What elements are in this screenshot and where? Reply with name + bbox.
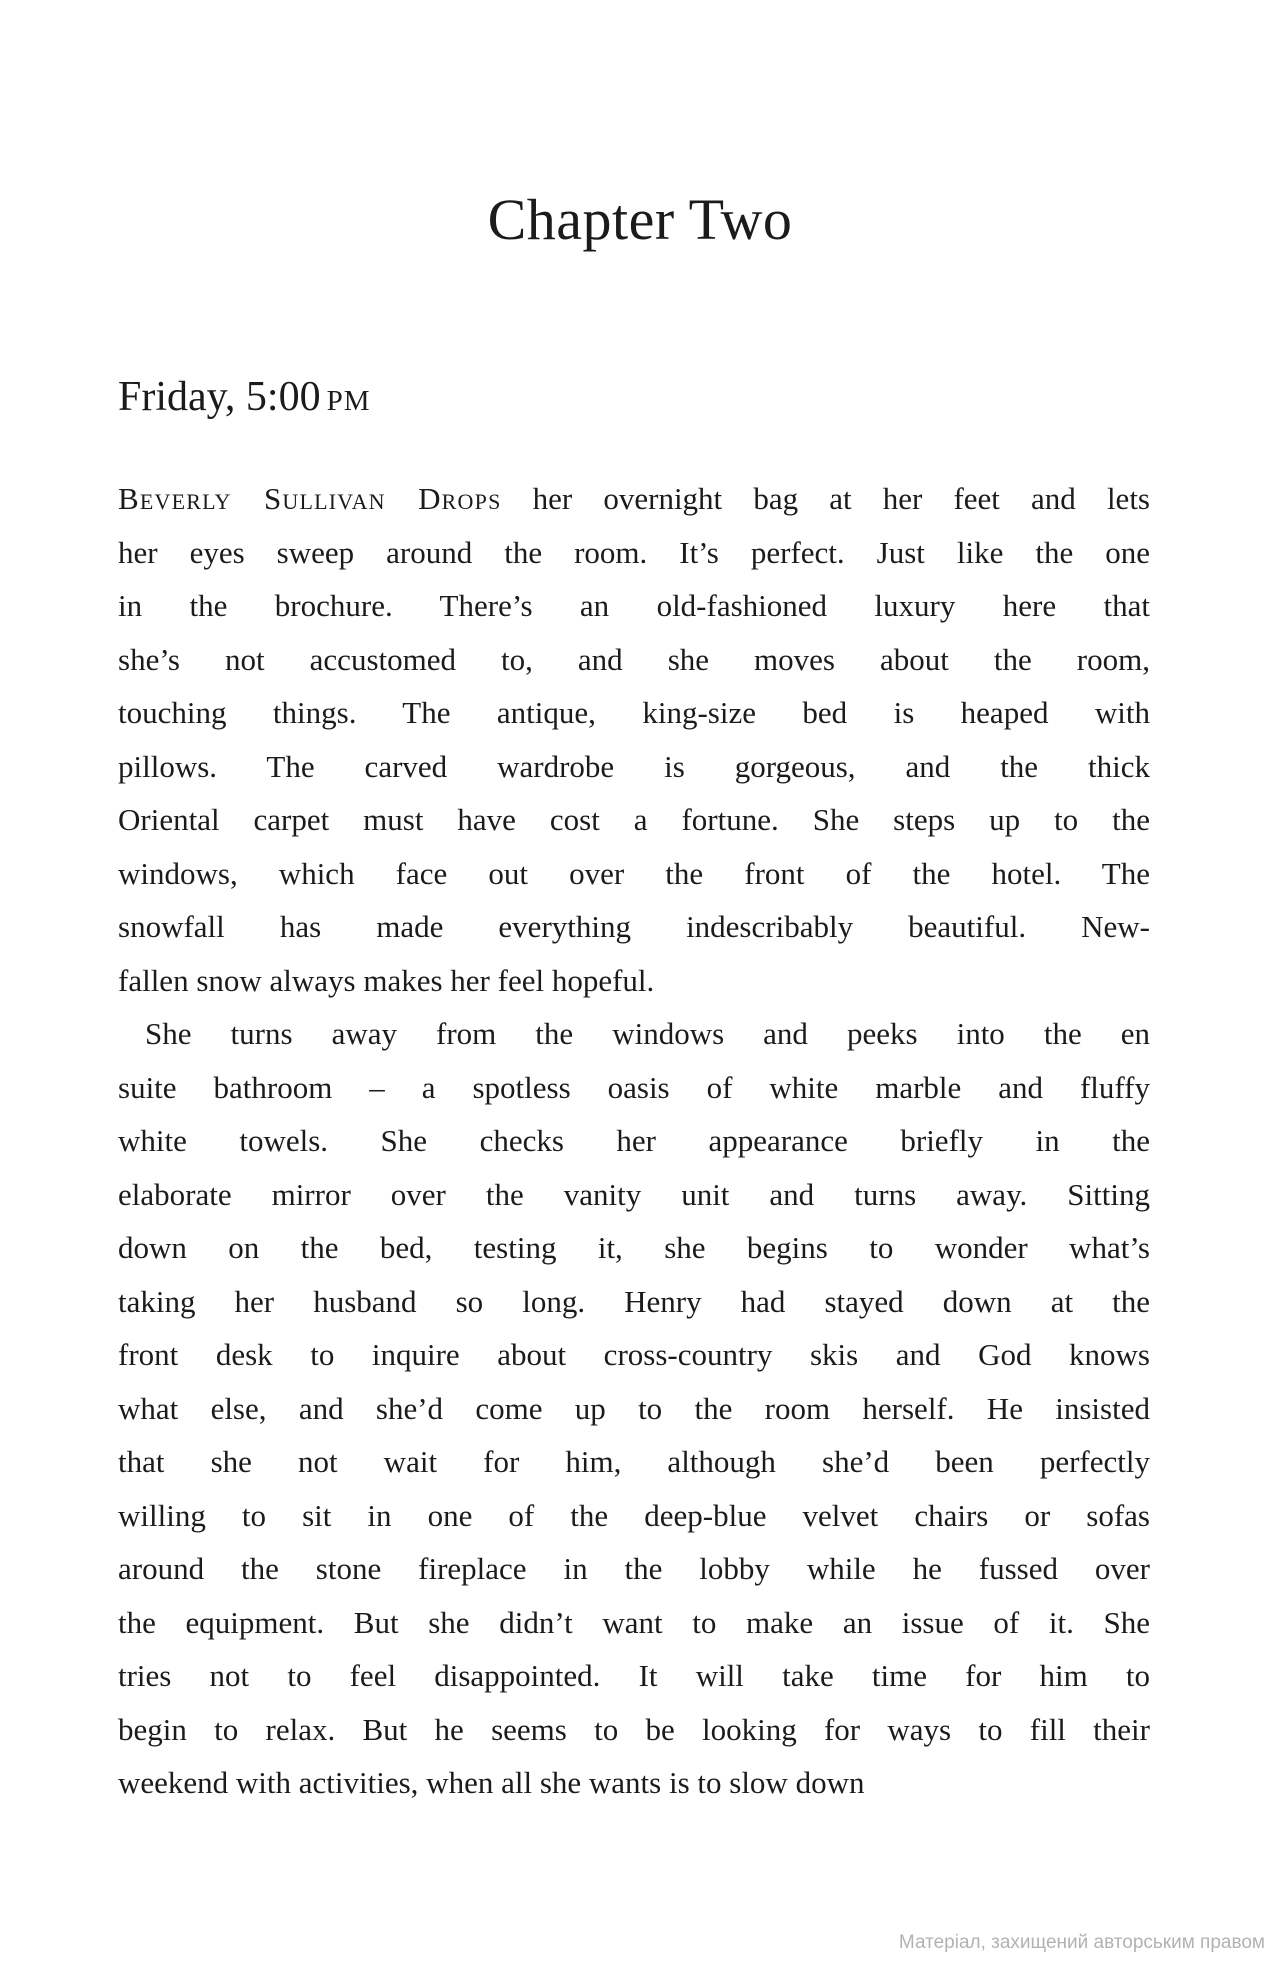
text-line: fallen snow always makes her feel hopeful. — [118, 962, 655, 998]
paragraph — [118, 472, 1150, 1007]
section-heading-text: Friday, 5:00 — [118, 374, 321, 420]
text-line: white towels. She checks her appearance briefly in the — [118, 1123, 1150, 1158]
text-line: snowfall has made everything indescribably beautiful. New- — [118, 909, 1150, 944]
text-line: front desk to inquire about cross-country skis and God knows — [118, 1337, 1150, 1372]
section-heading — [118, 372, 1150, 422]
text-line: tries not to feel disappointed. It will take time for him to — [118, 1658, 1150, 1693]
text-line: windows, which face out over the front of the hotel. The — [118, 855, 1150, 891]
text-line: she’s not accustomed to, and she moves about the room, — [118, 641, 1150, 677]
text-line: in the brochure. There’s an old-fashioned luxury here that — [118, 588, 1150, 623]
text-line: weekend with activities, when all she wants is to slow down — [118, 1765, 865, 1800]
text-line: Beverly Sullivan Drops her overnight bag at her feet and lets — [118, 481, 1150, 516]
text-line: the equipment. But she didn’t want to make an issue of it. She — [118, 1604, 1150, 1640]
text-line: elaborate mirror over the vanity unit and turns away. Sitting — [118, 1176, 1150, 1212]
text-line: She turns away from the windows and peeks into the en — [145, 1016, 1150, 1051]
text-line: willing to sit in one of the deep-blue velvet chairs or sofas — [118, 1497, 1150, 1533]
chapter-title: Chapter Two — [487, 187, 793, 252]
text-line: down on the bed, testing it, she begins to wonder what’s — [118, 1230, 1150, 1265]
copyright-watermark: Матеріал, захищений авторським правом — [898, 1932, 1265, 1953]
text-line: that she not wait for him, although she’d been perfectly — [118, 1444, 1150, 1479]
paragraph — [118, 1007, 1150, 1810]
section-heading-meridiem: pm — [326, 374, 371, 420]
small-caps-lead: Beverly Sullivan Drops — [118, 481, 502, 516]
text-line: touching things. The antique, king-size bed is heaped with — [118, 695, 1150, 730]
text-line: her eyes sweep around the room. It’s perfect. Just like the one — [118, 534, 1150, 570]
text-line: begin to relax. But he seems to be looking for ways to fill their — [118, 1711, 1150, 1747]
text-line: what else, and she’d come up to the room herself. He insisted — [118, 1390, 1150, 1426]
text-line: pillows. The carved wardrobe is gorgeous, and the thick — [118, 748, 1150, 784]
text-line: Oriental carpet must have cost a fortune. She steps up to the — [118, 802, 1150, 837]
text-line: around the stone fireplace in the lobby while he fussed over — [118, 1551, 1150, 1586]
body-text — [118, 472, 1150, 1810]
text-line: suite bathroom – a spotless oasis of white marble and fluffy — [118, 1069, 1150, 1105]
text-line: taking her husband so long. Henry had stayed down at the — [118, 1283, 1150, 1319]
